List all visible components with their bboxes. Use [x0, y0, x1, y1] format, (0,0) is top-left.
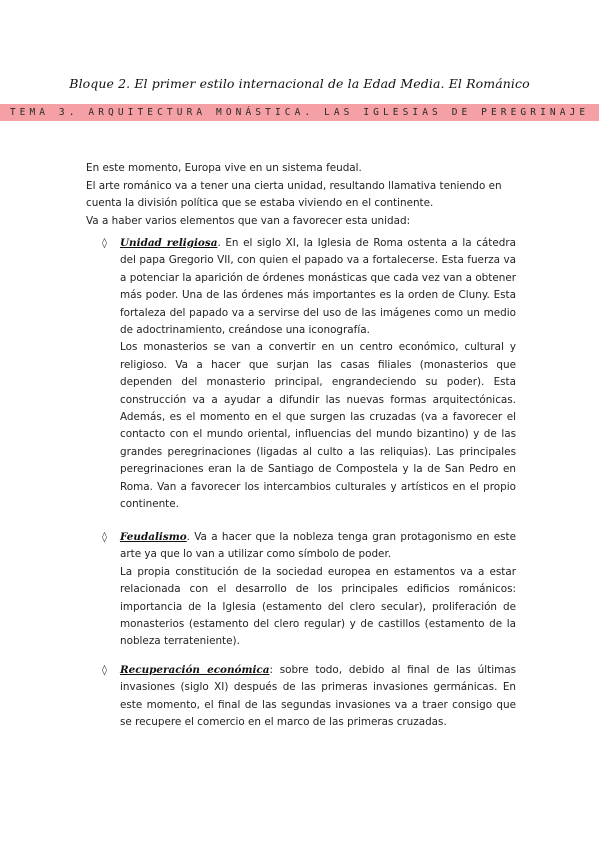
list-item	[100, 662, 516, 762]
diamond-bullet-icon: ◊	[102, 238, 107, 249]
item-body: : sobre todo, debido al final de las últimas invasiones (siglo XI) después de las primeras invasiones germánicas. En este momento, el final de las segundas invasiones va a traer consigo que se recupere el comercio en el marco de las primeras cruzadas.	[120, 664, 516, 729]
item-text	[120, 235, 516, 339]
list-item	[100, 529, 516, 662]
item-heading: Recuperación económica	[120, 664, 270, 676]
intro-line: El arte románico va a tener una cierta unidad, resultando llamativa teniendo en cuenta la división política que se estaba viviendo en el continente.	[86, 179, 502, 210]
bullet-list	[100, 235, 516, 762]
item-text	[120, 662, 516, 732]
item-text	[120, 529, 516, 564]
item-heading: Unidad religiosa	[120, 237, 218, 249]
item-paragraph: Los monasterios se van a convertir en un centro económico, cultural y religioso. Va a hacer que surjan las casas filiales (monasterios que dependen del monasterio principal, engrandeciendo su poder). Esta construcción va a ayudar a difundir las nuevas formas arquitectónicas. Además, es el momento en el que surgen las cruzadas (va a favorecer el contacto con el mundo oriental, influencias del mundo bizantino) y de las grandes peregrinaciones (ligadas al culto a las reliquias). Las principales peregrinaciones eran la de Santiago de Compostela y la de San Pedro en Roma. Van a favorecer los intercambios culturales y artísticos en el propio continente.	[120, 341, 516, 511]
list-item	[100, 235, 516, 529]
topic-title: TEMA 3. ARQUITECTURA MONÁSTICA. LAS IGLESIAS DE PEREGRINAJE	[9, 107, 590, 118]
intro-line: Va a haber varios elementos que van a favorecer esta unidad:	[86, 214, 411, 227]
intro-text	[86, 160, 514, 230]
topic-title-band	[0, 104, 599, 121]
block-title: Bloque 2. El primer estilo internacional de la Edad Media. El Románico	[69, 76, 530, 91]
item-heading: Feudalismo	[120, 531, 187, 543]
diamond-bullet-icon: ◊	[102, 665, 107, 676]
item-paragraph: La propia constitución de la sociedad europea en estamentos va a estar relacionada con el desarrollo de los principales edificios románicos: importancia de la Iglesia (estamento del clero secular), proliferación de monasterios (estamento del clero regular) y de castillos (estamento de la nobleza terrateniente).	[120, 565, 516, 648]
diamond-bullet-icon: ◊	[102, 532, 107, 543]
intro-line: En este momento, Europa vive en un sistema feudal.	[86, 162, 362, 174]
item-body: . Va a hacer que la nobleza tenga gran protagonismo en este arte ya que lo van a utilizar como símbolo de poder.	[120, 531, 516, 561]
item-body: . En el siglo XI, la Iglesia de Roma ostenta a la cátedra del papa Gregorio VII, con quien el papado va a fortalecerse. Esta fuerza va a potenciar la aparición de órdenes monásticas que cada vez van a obtener más poder. Una de las órdenes más importantes es la orden de Cluny. Esta fortaleza del papado va a servirse del uso de las imágenes como un medio de adoctrinamiento, creándose una iconografía.	[120, 237, 516, 337]
